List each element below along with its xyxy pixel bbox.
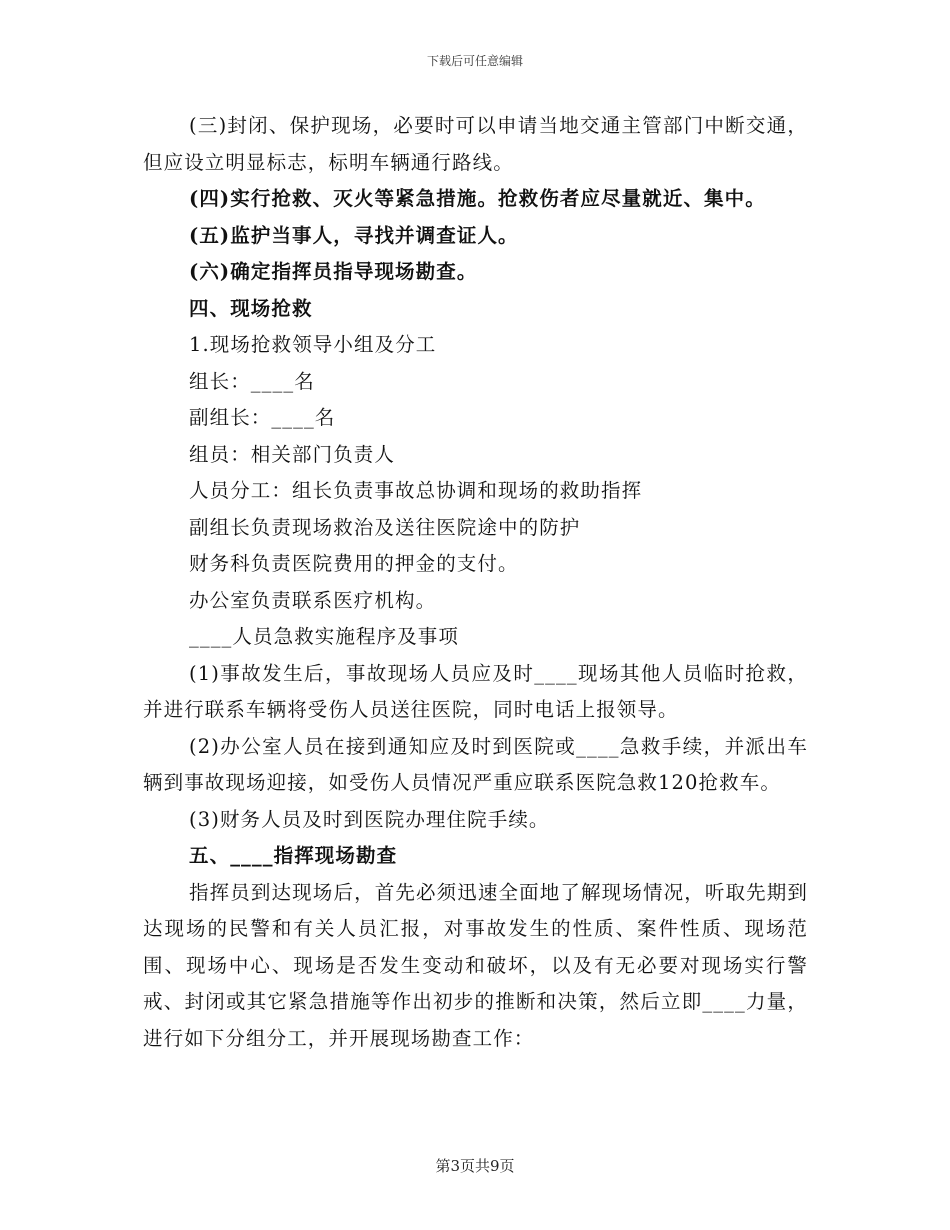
paragraph-5: (五)监护当事人，寻找并调查证人。	[189, 223, 519, 247]
subheading-leadership-group: 1.现场抢救领导小组及分工	[189, 333, 437, 356]
procedure-item-2: (2)办公室人员在接到通知应及时到医院或____急救手续，并派出车辆到事故现场迎接，如受伤人员情况严重应联系医院急救120抢救车。	[143, 734, 808, 794]
procedure-item-1: (1)事故发生后，事故现场人员应及时____现场其他人员临时抢救，并进行联系车辆将受伤人员送往医院，同时电话上报领导。	[143, 661, 808, 721]
subheading-first-aid-procedure: ____人员急救实施程序及事项	[189, 625, 460, 648]
paragraph-3: (三)封闭、保护现场，必要时可以申请当地交通主管部门中断交通，但应设立明显标志，标明车辆通行路线。	[143, 114, 808, 174]
line-group-leader: 组长：____名	[189, 369, 315, 393]
procedure-item-3: (3)财务人员及时到医院办理住院手续。	[189, 807, 550, 831]
line-finance-duty: 财务科负责医院费用的押金的支付。	[189, 552, 519, 575]
page-header-note: 下载后可任意编辑	[426, 54, 523, 68]
line-members: 组员：相关部门负责人	[189, 442, 396, 466]
paragraph-4: (四)实行抢救、灭火等紧急措施。抢救伤者应尽量就近、集中。	[189, 187, 766, 210]
line-deputy-duty: 副组长负责现场救治及送往医院途中的防护	[189, 515, 581, 539]
section-heading-4: 四、现场抢救	[189, 296, 313, 320]
line-office-duty: 办公室负责联系医疗机构。	[189, 588, 437, 612]
line-division-of-work: 人员分工：组长负责事故总协调和现场的救助指挥	[189, 479, 643, 502]
section-heading-5: 五、____指挥现场勘查	[189, 844, 398, 867]
document-body	[143, 108, 808, 1057]
line-deputy-leader: 副组长：____名	[189, 406, 336, 429]
page-number: 第3页共9页	[435, 1157, 515, 1175]
paragraph-commander: 指挥员到达现场后，首先必须迅速全面地了解现场情况，听取先期到达现场的民警和有关人员汇报，对事故发生的性质、案件性质、现场范围、现场中心、现场是否发生变动和破坏，以及有无必要对现场实行警戒、封闭或其它紧急措施等作出初步的推断和决策，然后立即____力量，进行如下分组分工，并开展现场勘查工作：	[143, 880, 808, 1050]
paragraph-6: (六)确定指挥员指导现场勘查。	[189, 260, 478, 283]
